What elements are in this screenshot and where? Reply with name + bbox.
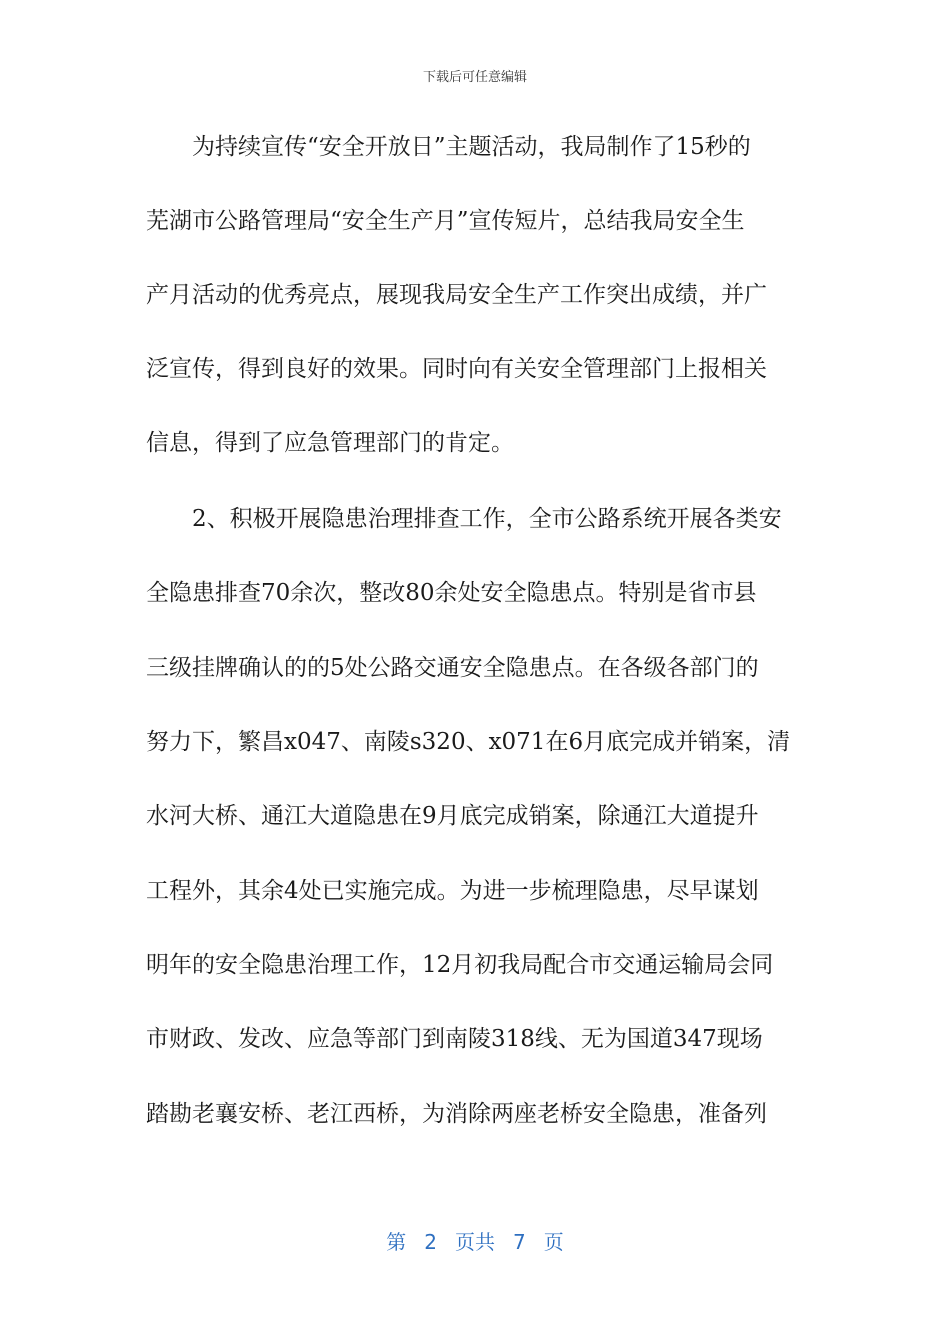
total-page-count: 7 xyxy=(513,1230,526,1254)
footer-middle: 页共 xyxy=(455,1230,495,1254)
text-line: 泛宣传，得到良好的效果。同时向有关安全管理部门上报相关 xyxy=(146,356,767,382)
text-line: 产月活动的优秀亮点，展现我局安全生产工作突出成绩，并广 xyxy=(146,282,767,308)
text-line: 市财政、发改、应急等部门到南陵318线、无为国道347现场 xyxy=(146,1026,763,1052)
text-line: 明年的安全隐患治理工作，12月初我局配合市交通运输局会同 xyxy=(146,952,774,978)
footer-prefix: 第 xyxy=(386,1230,407,1254)
page-header-note: 下载后可任意编辑 xyxy=(422,70,527,85)
text-line: 努力下，繁昌x047、南陵s320、x071在6月底完成并销案，清 xyxy=(146,729,791,755)
current-page-number: 2 xyxy=(424,1230,437,1254)
text-line: 踏勘老襄安桥、老江西桥，为消除两座老桥安全隐患，准备列 xyxy=(146,1101,767,1127)
text-line: 工程外，其余4处已实施完成。为进一步梳理隐患，尽早谋划 xyxy=(146,878,759,904)
text-line: 全隐患排查70余次，整改80余处安全隐患点。特别是省市县 xyxy=(146,580,757,606)
text-line: 2、积极开展隐患治理排查工作，全市公路系统开展各类安 xyxy=(192,506,782,532)
text-line: 三级挂牌确认的的5处公路交通安全隐患点。在各级各部门的 xyxy=(146,655,759,681)
text-line: 水河大桥、通江大道隐患在9月底完成销案，除通江大道提升 xyxy=(146,803,759,829)
text-line: 信息，得到了应急管理部门的肯定。 xyxy=(146,430,514,456)
page-number-footer xyxy=(0,1226,950,1255)
text-line: 芜湖市公路管理局“安全生产月”宣传短片，总结我局安全生 xyxy=(146,208,745,234)
text-line: 为持续宣传“安全开放日”主题活动，我局制作了15秒的 xyxy=(192,134,751,160)
footer-suffix: 页 xyxy=(543,1230,564,1254)
